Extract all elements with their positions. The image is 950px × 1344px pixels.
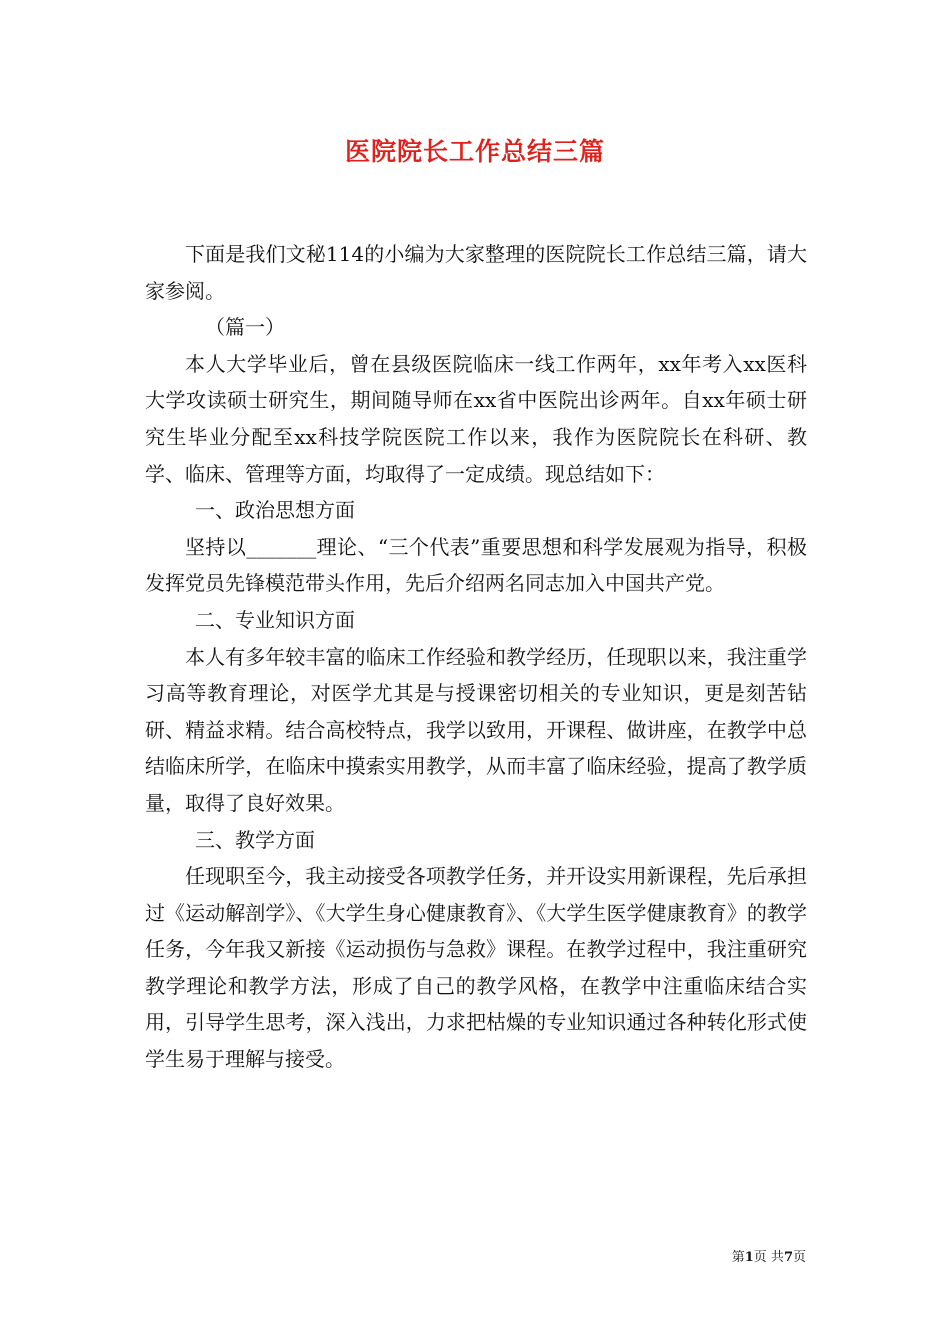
- intro-paragraph: 下面是我们文秘114的小编为大家整理的医院院长工作总结三篇，请大家参阅。: [145, 242, 807, 303]
- body-paragraph: 本人有多年较丰富的临床工作经验和教学经历，任现职以来，我注重学习高等教育理论，对医学尤其是与授课密切相关的专业知识，更是刻苦钻研、精益求精。结合高校特点，我学以致用，开课程、做讲座，在教学中总结临床所学，在临床中摸索实用教学，从而丰富了临床经验，提高了教学质量，取得了良好效果。: [145, 644, 807, 815]
- body-paragraph: 本人大学毕业后，曾在县级医院临床一线工作两年，xx年考入xx医科大学攻读硕士研究生，期间随导师在xx省中医院出诊两年。自xx年硕士研究生毕业分配至xx科技学院医院工作以来，我作为医院院长在科研、教学、临床、管理等方面，均取得了一定成绩。现总结如下：: [145, 351, 807, 486]
- body-paragraph: 坚持以_______理论、“三个代表”重要思想和科学发展观为指导，积极发挥党员先锋模范带头作用，先后介绍两名同志加入中国共产党。: [145, 534, 807, 596]
- section-heading: 二、专业知识方面: [195, 607, 355, 632]
- section-heading: 一、政治思想方面: [195, 498, 355, 523]
- footer-suffix: 页: [792, 1250, 806, 1265]
- current-page-number: 1: [744, 1250, 754, 1265]
- total-pages-number: 7: [783, 1250, 793, 1265]
- footer-prefix: 第: [731, 1250, 745, 1265]
- document-title: 医院院长工作总结三篇: [344, 137, 605, 166]
- footer-middle: 页 共: [753, 1250, 784, 1265]
- page-number-footer: [732, 1246, 806, 1265]
- section-heading: 三、教学方面: [195, 827, 315, 852]
- body-paragraph: 任现职至今，我主动接受各项教学任务，并开设实用新课程，先后承担过《运动解剖学》、《大学生身心健康教育》、《大学生医学健康教育》的教学任务，今年我又新接《运动损伤与急救》课程。在教学过程中，我注重研究教学理论和教学方法，形成了自己的教学风格，在教学中注重临床结合实用，引导学生思考，深入浅出，力求把枯燥的专业知识通过各种转化形式使学生易于理解与接受。: [145, 864, 807, 1072]
- section-label-part-one: （篇一）: [205, 315, 285, 340]
- document-body: [145, 236, 807, 1078]
